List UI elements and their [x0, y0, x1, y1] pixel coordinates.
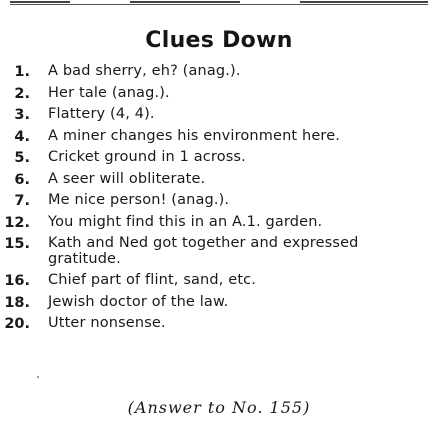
clue-text: Me nice person! (anag.).: [48, 192, 230, 208]
clue-number: 6.: [14, 171, 30, 188]
top-divider-segment: [130, 1, 240, 3]
clue-text: A miner changes his environment here.: [48, 127, 341, 144]
clue-text: A bad sherry, eh? (anag.).: [48, 63, 241, 79]
clue-number: 15.: [4, 236, 30, 252]
clue-number: 18.: [4, 294, 30, 311]
clue-number: 5.: [14, 150, 30, 166]
clue-number: 3.: [14, 107, 30, 123]
clue-text: Cricket ground in 1 across.: [48, 149, 246, 165]
clue-text: Her tale (anag.).: [48, 84, 170, 101]
clue-text: Utter nonsense.: [48, 315, 166, 331]
stray-dot: [37, 376, 39, 378]
clue-number: 4.: [14, 128, 30, 145]
clue-number: 7.: [14, 193, 30, 209]
clue-number: 1.: [14, 64, 30, 80]
clue-number: 20.: [4, 316, 30, 332]
clue-item: [0, 236, 438, 273]
top-divider-segment: [300, 1, 428, 3]
clue-item: [0, 215, 438, 237]
clue-item: [0, 273, 438, 295]
page-title: Clues Down: [145, 28, 293, 53]
clue-text: Chief part of flint, sand, etc.: [48, 272, 257, 288]
clue-item: [0, 316, 438, 338]
clue-text: Flattery (4, 4).: [48, 106, 155, 122]
answer-reference: (Answer to No. 155): [127, 398, 311, 417]
clue-item: [0, 172, 438, 194]
clue-text: You might find this in an A.1. garden.: [48, 213, 323, 230]
top-divider: [10, 4, 428, 5]
clue-item: [0, 193, 438, 215]
clue-item: [0, 107, 438, 129]
top-divider-segment: [10, 1, 70, 3]
clue-number: 12.: [4, 214, 30, 231]
clue-item: [0, 64, 438, 86]
clue-number: 2.: [14, 85, 30, 102]
clue-item: [0, 150, 438, 172]
clue-list: [0, 64, 438, 338]
clue-text: Jewish doctor of the law.: [48, 293, 229, 310]
clue-text: A seer will obliterate.: [48, 170, 206, 187]
clue-text: Kath and Ned got together and expressed gratitude.: [48, 235, 359, 267]
clue-item: [0, 86, 438, 108]
clue-item: [0, 129, 438, 151]
clue-item: [0, 295, 438, 317]
clue-number: 16.: [4, 273, 30, 289]
